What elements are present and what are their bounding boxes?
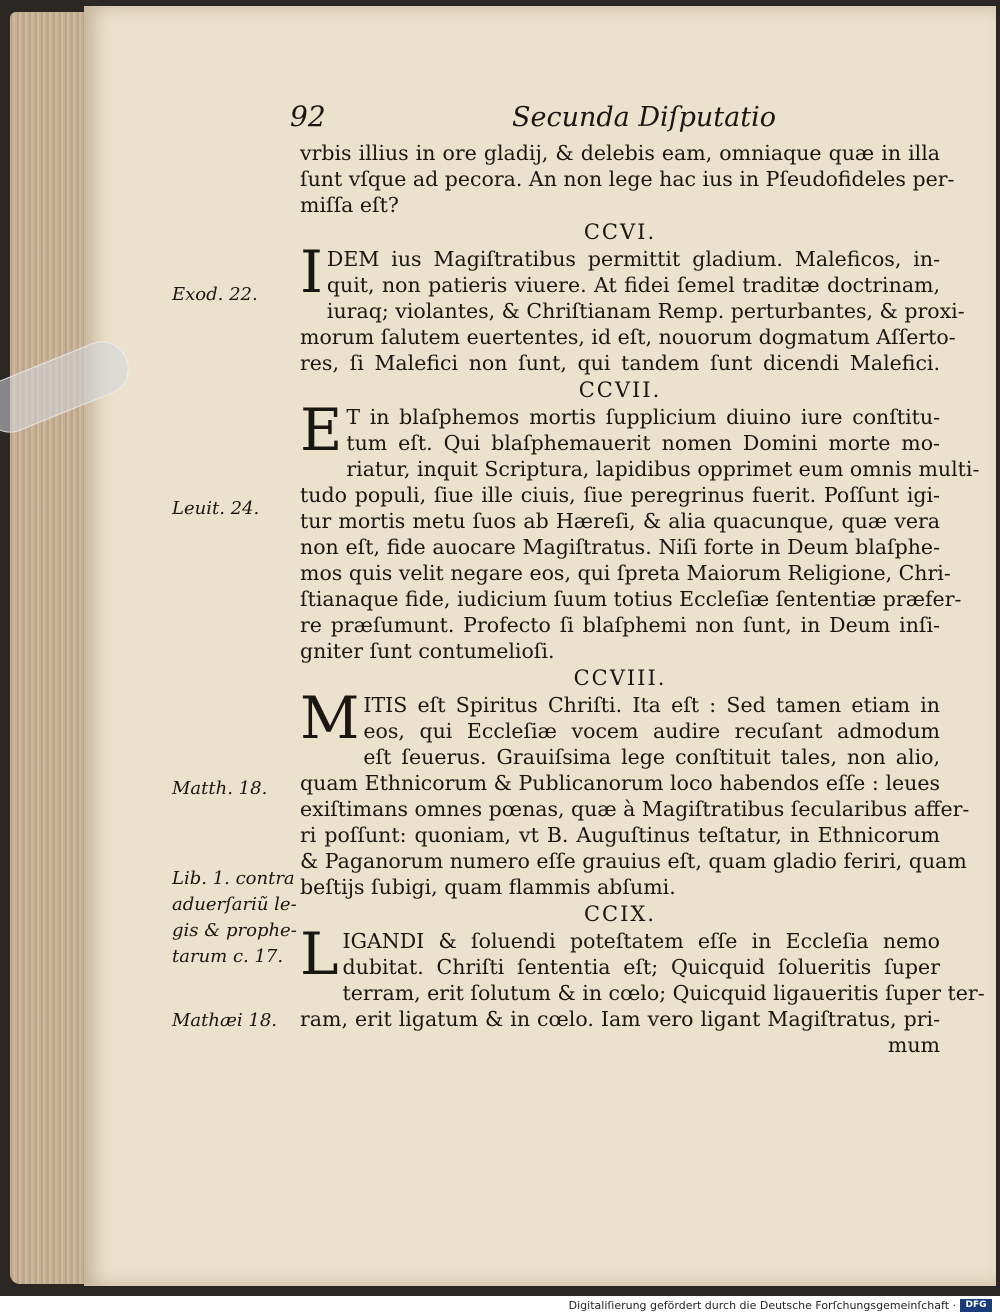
text-line: IGANDI & ſoluendi poteſtatem eſſe in Eccleſia nemo [342,929,940,953]
text-line: ram, erit ligatum & in cœlo. Iam vero ligant Magiſtratus, pri- [300,1007,940,1031]
text-line: morum ſalutem euertentes, id eſt, nouorum dogmatum Aſſerto- [300,325,956,349]
drop-capital: E [300,396,343,464]
margin-note-line: Lib. 1. contra [172,868,295,889]
running-head [0,100,1000,140]
text-line: vrbis illius in ore gladij, & delebis eam, omniaque quæ in illa [300,141,940,165]
text-line: mos quis velit negare eos, qui ſpreta Maiorum Religione, Chri- [300,561,951,585]
drop-capital: I [300,238,323,306]
drop-capital: L [300,920,339,988]
margin-note: Matth. 18. [172,778,268,799]
text-line: quam Ethnicorum & Publicanorum loco habendos eſſe : leues [300,771,940,795]
text-line: eos, qui Eccleſiæ vocem audire recuſant admodum [363,719,940,743]
text-line: quit, non patieris viuere. At fidei ſemel traditæ doctrinam, [326,273,940,297]
margin-note-line: tarum c. 17. [172,946,284,967]
dfg-logo: DFG [960,1299,992,1312]
text-line: dubitat. Chriſti ſententia eſt; Quicquid ſolueritis ſuper [342,955,940,979]
page-number: 92 [290,100,326,133]
catchword: mum [887,1033,940,1057]
body-text [300,140,985,1058]
text-line: miſſa eſt? [300,193,399,217]
text-line: iuraq; violantes, & Chriſtianam Remp. perturbantes, & proxi- [326,299,965,323]
margin-note: Mathæi 18. [172,1010,278,1031]
text-line: eſt ſeuerus. Grauiſsima lege conſtituit tales, non alio, [363,745,940,769]
book-fore-edge [10,12,90,1284]
margin-note: Leuit. 24. [172,498,260,519]
text-line: res, ſi Malefici non ſunt, qui tandem ſunt dicendi Malefici. [300,351,940,375]
text-line: tum eſt. Qui blaſphemauerit nomen Domini morte mo- [346,431,940,455]
text-line: terram, erit ſolutum & in cœlo; Quicquid ligaueritis ſuper ter- [342,981,985,1005]
margin-note-multiline [172,866,297,970]
text-line: ri poſſunt: quoniam, vt B. Auguſtinus teſtatur, in Ethnicorum [300,823,940,847]
section-heading: CCVII. [578,378,662,402]
drop-capital: M [300,684,360,752]
text-line: DEM ius Magiſtratibus permittit gladium. Maleficos, in- [326,247,940,271]
text-line: beſtijs ſubigi, quam flammis abſumi. [300,875,676,899]
section-paragraph [300,684,970,900]
running-title: Secunda Diſputatio [512,102,776,133]
section-heading: CCIX. [583,902,657,926]
text-line: tur mortis metu ſuos ab Hæreſi, & alia quacunque, quæ vera [300,509,940,533]
margin-note-line: aduerſariũ le- [172,894,297,915]
footer-credit: Digitaliſierung gefördert durch die Deutsche Forſchungsgemeinſchaft · [568,1299,956,1312]
text-line: riatur, inquit Scriptura, lapidibus opprimet eum omnis multi- [346,457,980,481]
text-line: ſtianaque fide, iudicium ſuum totius Eccleſiæ ſententiæ præfer- [300,587,962,611]
text-line: exiſtimans omnes pœnas, quæ à Magiſtratibus ſecularibus affer- [300,797,970,821]
section-paragraph [300,238,965,376]
section-heading: CCVIII. [573,666,667,690]
margin-note-line: gis & prophe- [172,920,297,941]
section-paragraph [300,396,980,664]
section-heading: CCVI. [583,220,657,244]
text-line: gniter ſunt contumelioſi. [300,639,555,663]
text-line: tudo populi, ſiue ille ciuis, ſiue peregrinus fuerit. Poſſunt igi- [300,483,940,507]
text-line: ſunt vſque ad pecora. An non lege hac ius in Pſeudofideles per- [300,167,955,191]
section-paragraph [300,920,985,1032]
text-line: & Paganorum numero eſſe grauius eſt, quam gladio feriri, quam [300,849,967,873]
text-line: re præſumunt. Profecto ſi blaſphemi non ſunt, in Deum inſi- [300,613,940,637]
margin-note: Exod. 22. [172,284,258,305]
text-line: T in blaſphemos mortis ſupplicium diuino iure conſtitu- [346,405,940,429]
text-line: non eſt, fide auocare Magiſtratus. Niſi forte in Deum blaſphe- [300,535,940,559]
text-line: ITIS eſt Spiritus Chriſti. Ita eſt : Sed tamen etiam in [363,693,940,717]
